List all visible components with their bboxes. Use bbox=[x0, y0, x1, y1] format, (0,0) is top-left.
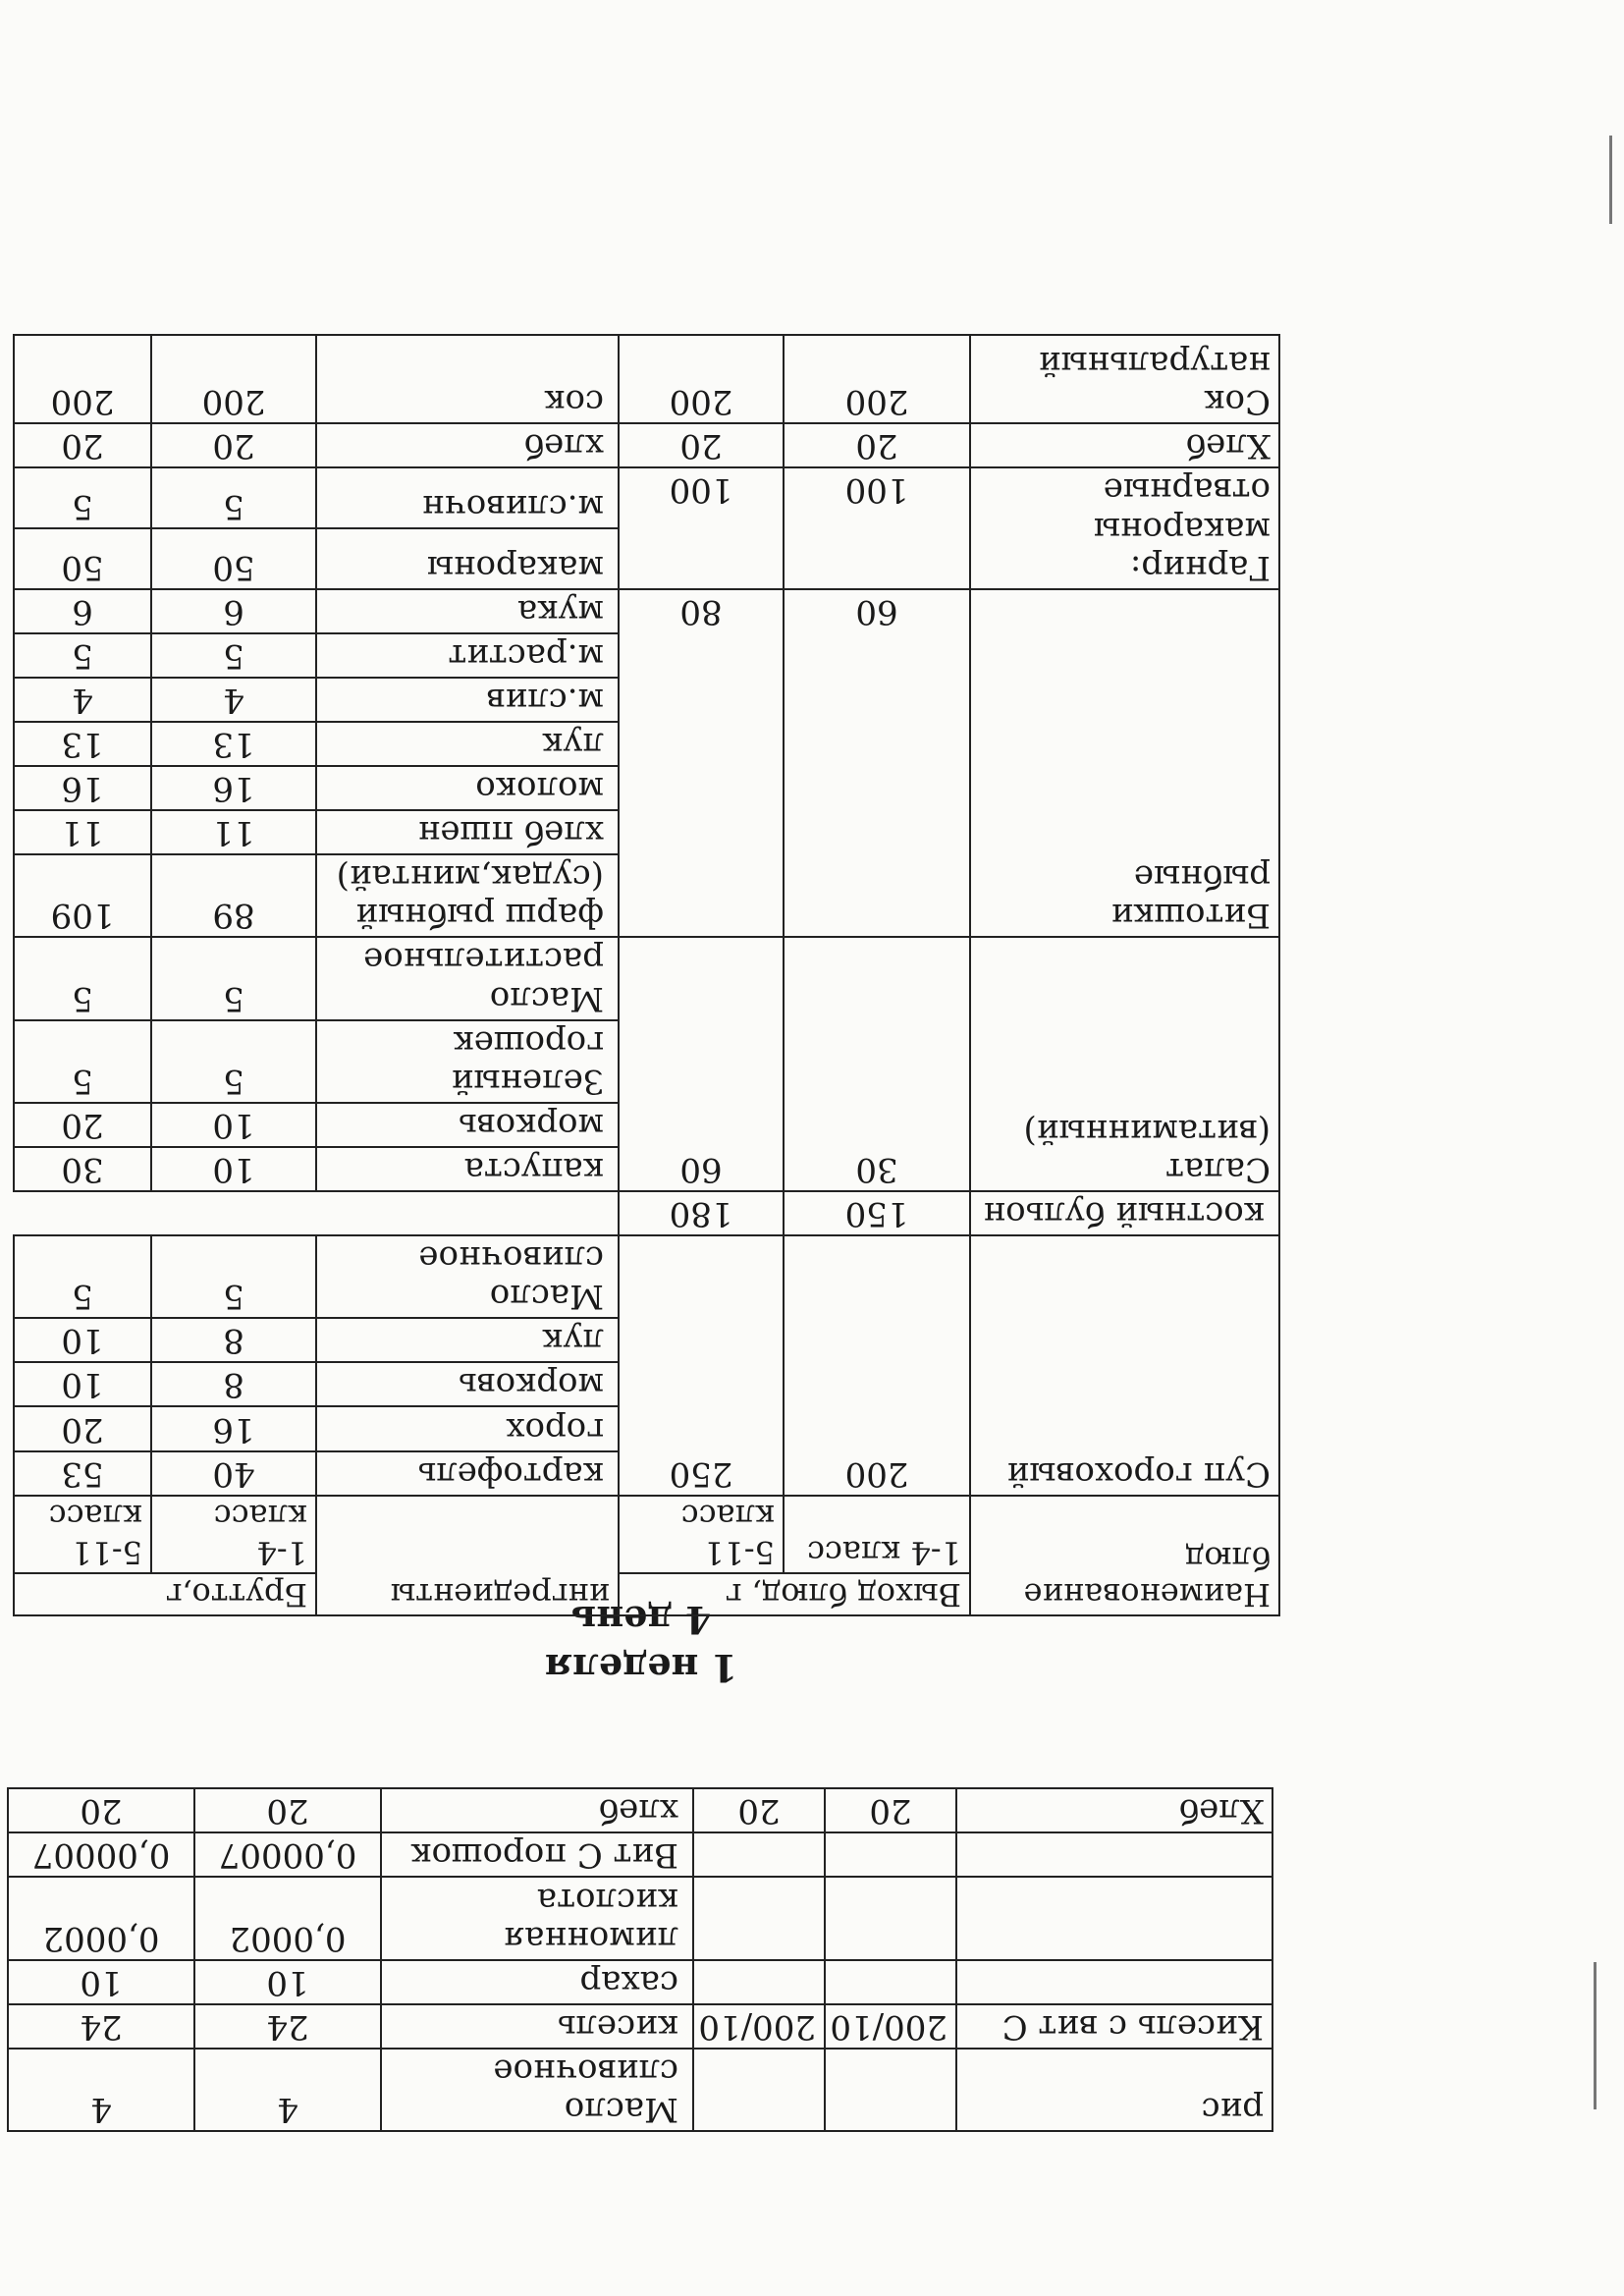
ingredient: горох bbox=[316, 1406, 619, 1450]
table-row bbox=[14, 528, 1279, 589]
ingredient: сахар bbox=[381, 1960, 693, 2004]
table-row bbox=[14, 854, 1279, 937]
brutto-1-4: 0,00007 bbox=[194, 1832, 381, 1877]
brutto-5-11: 5 bbox=[14, 937, 151, 1019]
dish-name bbox=[956, 1877, 1272, 1959]
table-row bbox=[8, 1877, 1272, 1959]
table-row bbox=[8, 1832, 1272, 1877]
brutto-5-11: 10 bbox=[14, 1318, 151, 1362]
brutto-5-11: 0,0002 bbox=[8, 1877, 194, 1959]
ingredient: лук bbox=[316, 722, 619, 766]
brutto-1-4: 10 bbox=[151, 1103, 316, 1147]
header-ingredients: ингредиенты bbox=[316, 1496, 619, 1615]
brutto-1-4: 8 bbox=[151, 1318, 316, 1362]
brutto-5-11: 5 bbox=[14, 1020, 151, 1103]
brutto-5-11: 24 bbox=[8, 2004, 194, 2049]
previous-day-table bbox=[7, 1787, 1273, 2132]
ingredient: хлеб пшен bbox=[316, 810, 619, 854]
header-brutto-5-11: 5-11 класс bbox=[14, 1496, 151, 1574]
ingredient: капуста bbox=[316, 1147, 619, 1191]
ingredient: Масло сливочное bbox=[316, 1235, 619, 1318]
yield-1-4: 20 bbox=[825, 1788, 956, 1832]
brutto-1-4: 50 bbox=[151, 528, 316, 589]
cutlets-yield-1-4: 60 bbox=[784, 589, 970, 938]
dish-name bbox=[956, 1960, 1272, 2004]
table-row bbox=[8, 2004, 1272, 2049]
ingredient: лук bbox=[316, 1318, 619, 1362]
brutto-1-4: 20 bbox=[151, 423, 316, 467]
ingredient: Зеленый горошек bbox=[316, 1020, 619, 1103]
table-row bbox=[8, 2049, 1272, 2131]
yield-5-11 bbox=[693, 1960, 825, 2004]
yield-5-11 bbox=[693, 2049, 825, 2131]
brutto-5-11: 10 bbox=[8, 1960, 194, 2004]
brutto-5-11: 5 bbox=[14, 467, 151, 528]
dish-name: рис bbox=[956, 2049, 1272, 2131]
table-row bbox=[14, 1147, 1279, 1191]
yield-1-4 bbox=[825, 1877, 956, 1959]
soup-yield-1-4: 200 bbox=[784, 1235, 970, 1496]
header-yield: Выход блюд, г bbox=[619, 1573, 970, 1615]
brutto-5-11: 109 bbox=[14, 854, 151, 937]
brutto-1-4: 6 bbox=[151, 589, 316, 633]
brutto-1-4: 4 bbox=[194, 2049, 381, 2131]
ingredient: м.растит bbox=[316, 633, 619, 678]
brutto-5-11: 30 bbox=[14, 1147, 151, 1191]
brutto-1-4: 16 bbox=[151, 1406, 316, 1450]
table-row bbox=[8, 1960, 1272, 2004]
table-row bbox=[14, 1191, 1279, 1235]
ingredient: Вит С порошок bbox=[381, 1832, 693, 1877]
dish-juice: Сок натуральный bbox=[970, 335, 1279, 423]
brutto-1-4: 5 bbox=[151, 1020, 316, 1103]
brutto-5-11: 13 bbox=[14, 722, 151, 766]
brutto-1-4: 5 bbox=[151, 937, 316, 1019]
ingredient: хлеб bbox=[381, 1788, 693, 1832]
brutto-1-4: 8 bbox=[151, 1362, 316, 1406]
brutto-5-11: 16 bbox=[14, 766, 151, 810]
week-heading: 1 неделя bbox=[544, 1646, 738, 1690]
dish-name bbox=[956, 1832, 1272, 1877]
table-row bbox=[8, 1788, 1272, 1832]
soup-yield-5-11: 250 bbox=[619, 1235, 784, 1496]
yield-1-4 bbox=[825, 1960, 956, 2004]
brutto-1-4: 10 bbox=[194, 1960, 381, 2004]
garnish-yield-5-11: 100 bbox=[619, 467, 784, 588]
header-row bbox=[14, 1573, 1279, 1615]
ingredient: хлеб bbox=[316, 423, 619, 467]
dish-fish-cutlets: Битошки рыбные bbox=[970, 589, 1279, 938]
yield-1-4: 200/10 bbox=[825, 2004, 956, 2049]
ingredient: картофель bbox=[316, 1451, 619, 1496]
brutto-1-4: 20 bbox=[194, 1788, 381, 1832]
yield-5-11: 20 bbox=[693, 1788, 825, 1832]
scan-artifact bbox=[1609, 136, 1612, 224]
brutto-1-4: 0,0002 bbox=[194, 1877, 381, 1959]
cutlets-yield-5-11: 80 bbox=[619, 589, 784, 938]
scan-artifact bbox=[1594, 1962, 1597, 2109]
brutto-5-11: 0,00007 bbox=[8, 1832, 194, 1877]
dish-name: Хлеб bbox=[956, 1788, 1272, 1832]
brutto-5-11: 10 bbox=[14, 1362, 151, 1406]
brutto-1-4: 200 bbox=[151, 335, 316, 423]
day-menu-table bbox=[13, 334, 1280, 1616]
brutto-1-4: 150 bbox=[784, 1191, 970, 1235]
juice-yield-5-11: 200 bbox=[619, 335, 784, 423]
brutto-1-4: 40 bbox=[151, 1451, 316, 1496]
yield-5-11 bbox=[693, 1832, 825, 1877]
header-yield-1-4: 1-4 класс bbox=[784, 1496, 970, 1574]
dish-garnish: Гарнир: макароны отварные bbox=[970, 467, 1279, 588]
ingredient: м.слив bbox=[316, 678, 619, 722]
brutto-5-11: 200 bbox=[14, 335, 151, 423]
brutto-1-4: 5 bbox=[151, 1235, 316, 1318]
ingredient: сок bbox=[316, 335, 619, 423]
header-brutto: Бруттo,г bbox=[14, 1573, 316, 1615]
brutto-1-4: 16 bbox=[151, 766, 316, 810]
brutto-5-11: 20 bbox=[14, 423, 151, 467]
brutto-5-11: 53 bbox=[14, 1451, 151, 1496]
ingredient: м.сливочн bbox=[316, 467, 619, 528]
ingredient: лимонная кислота bbox=[381, 1877, 693, 1959]
dish-soup: Суп гороховый bbox=[970, 1235, 1279, 1496]
salad-yield-5-11: 60 bbox=[619, 937, 784, 1191]
header-yield-5-11: 5-11 класс bbox=[619, 1496, 784, 1574]
brutto-1-4: 10 bbox=[151, 1147, 316, 1191]
brutto-5-11: 20 bbox=[8, 1788, 194, 1832]
ingredient: морковь bbox=[316, 1362, 619, 1406]
ingredient: фарш рыбный (судак,минтай) bbox=[316, 854, 619, 937]
bread-yield-5-11: 20 bbox=[619, 423, 784, 467]
ingredient: Масло растительное bbox=[316, 937, 619, 1019]
dish-salad: Салат (витаминный) bbox=[970, 937, 1279, 1191]
table-row bbox=[14, 1451, 1279, 1496]
brutto-5-11: 6 bbox=[14, 589, 151, 633]
brutto-5-11: 4 bbox=[14, 678, 151, 722]
salad-yield-1-4: 30 bbox=[784, 937, 970, 1191]
brutto-1-4: 5 bbox=[151, 633, 316, 678]
yield-5-11: 200/10 bbox=[693, 2004, 825, 2049]
brutto-5-11: 5 bbox=[14, 633, 151, 678]
brutto-5-11: 20 bbox=[14, 1103, 151, 1147]
ingredient: Масло сливочное bbox=[381, 2049, 693, 2131]
juice-yield-1-4: 200 bbox=[784, 335, 970, 423]
header-dish-name: Наименование блюд bbox=[970, 1496, 1279, 1615]
ingredient: мука bbox=[316, 589, 619, 633]
ingredient: костный бульон bbox=[970, 1191, 1279, 1235]
table-row bbox=[14, 335, 1279, 423]
yield-5-11 bbox=[693, 1877, 825, 1959]
ingredient: молоко bbox=[316, 766, 619, 810]
ingredient: морковь bbox=[316, 1103, 619, 1147]
table-row bbox=[14, 423, 1279, 467]
garnish-yield-1-4: 100 bbox=[784, 467, 970, 588]
brutto-1-4: 11 bbox=[151, 810, 316, 854]
yield-1-4 bbox=[825, 2049, 956, 2131]
dish-bread: Хлеб bbox=[970, 423, 1279, 467]
brutto-5-11: 20 bbox=[14, 1406, 151, 1450]
brutto-1-4: 5 bbox=[151, 467, 316, 528]
brutto-1-4: 4 bbox=[151, 678, 316, 722]
brutto-1-4: 24 bbox=[194, 2004, 381, 2049]
brutto-5-11: 180 bbox=[619, 1191, 784, 1235]
ingredient: макароны bbox=[316, 528, 619, 589]
brutto-5-11: 4 bbox=[8, 2049, 194, 2131]
brutto-5-11: 50 bbox=[14, 528, 151, 589]
brutto-1-4: 13 bbox=[151, 722, 316, 766]
bread-yield-1-4: 20 bbox=[784, 423, 970, 467]
day-heading: 4 день bbox=[570, 1597, 712, 1642]
brutto-5-11: 5 bbox=[14, 1235, 151, 1318]
header-brutto-1-4: 1-4 класс bbox=[151, 1496, 316, 1574]
dish-name: Кисель с вит С bbox=[956, 2004, 1272, 2049]
brutto-1-4: 89 bbox=[151, 854, 316, 937]
brutto-5-11: 11 bbox=[14, 810, 151, 854]
yield-1-4 bbox=[825, 1832, 956, 1877]
ingredient: кисель bbox=[381, 2004, 693, 2049]
